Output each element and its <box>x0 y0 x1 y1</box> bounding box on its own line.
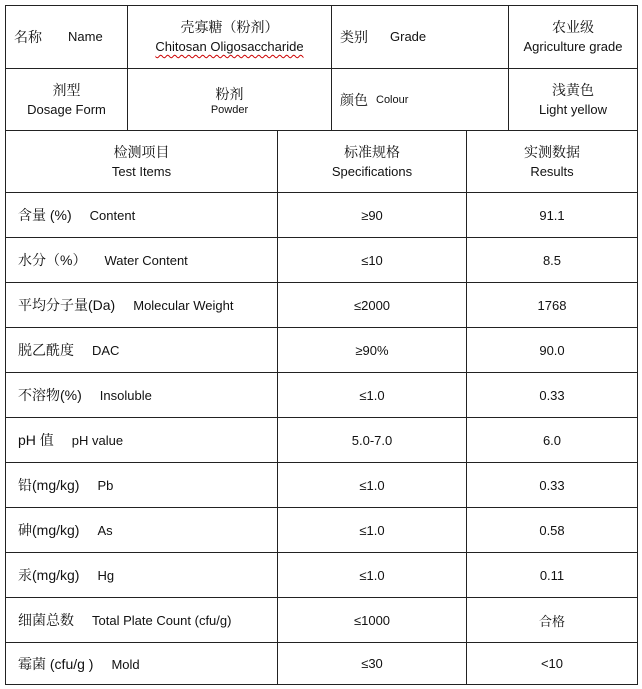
table-row-spec-cell <box>277 597 467 643</box>
product-name-cn: 壳寡糖（粉剂） <box>180 19 279 35</box>
dosage-label-cell <box>5 68 128 131</box>
test-item <box>18 654 140 674</box>
table-row-item-cell <box>5 282 278 328</box>
test-item-en: Pb <box>97 478 114 493</box>
specification-value: ≤30 <box>361 656 383 671</box>
test-item-cn: 平均分子量(Da) <box>18 297 116 313</box>
table-row-result-cell <box>466 192 638 238</box>
table-row-result-cell <box>466 462 638 508</box>
column-header-specifications <box>277 130 467 193</box>
dosage-label-cn: 剂型 <box>52 81 81 98</box>
colour-value-en: Light yellow <box>539 101 607 117</box>
test-item <box>18 475 113 495</box>
specification-value: ≤1.0 <box>359 522 385 538</box>
test-item <box>18 520 113 540</box>
result-value: 8.5 <box>542 252 562 268</box>
result-value: 1768 <box>537 297 567 313</box>
grade-value-en: Agriculture grade <box>523 39 623 54</box>
specification-value: ≤1.0 <box>359 477 385 493</box>
test-item <box>18 385 152 405</box>
table-row-spec-cell <box>277 327 467 373</box>
table-row-item-cell <box>5 327 278 373</box>
dosage-label-en: Dosage Form <box>27 101 106 117</box>
test-item-en: Insoluble <box>99 388 152 403</box>
table-row-result-cell <box>466 237 638 283</box>
test-item <box>18 250 188 270</box>
result-value: 6.0 <box>542 432 562 448</box>
test-item <box>18 430 123 450</box>
column-header-en: Results <box>530 163 574 179</box>
grade-label-cn: 类别 <box>340 29 368 45</box>
test-item-cn: 汞(mg/kg) <box>18 567 80 583</box>
grade-label-en: Grade <box>390 29 427 44</box>
test-item <box>18 340 119 360</box>
table-row-result-cell <box>466 372 638 418</box>
test-item-en: As <box>97 523 113 538</box>
table-row-item-cell <box>5 237 278 283</box>
dosage-value-cell <box>127 68 332 131</box>
test-item-cn: 霉菌 (cfu/g ) <box>18 655 94 672</box>
test-item <box>18 565 114 585</box>
test-item-en: Total Plate Count (cfu/g) <box>92 613 232 628</box>
name-label-en: Name <box>68 29 103 44</box>
test-item-cn: 水分（%） <box>18 252 87 268</box>
table-row-spec-cell <box>277 192 467 238</box>
test-item-en: Hg <box>97 568 115 583</box>
table-row-spec-cell <box>277 642 467 685</box>
table-row-spec-cell <box>277 372 467 418</box>
result-value: 91.1 <box>539 207 565 223</box>
table-row-item-cell <box>5 372 278 418</box>
dosage-value-en: Powder <box>210 103 249 116</box>
specification-value: ≥90% <box>355 342 389 358</box>
test-item-cn: 含量 (%) <box>18 207 72 223</box>
table-row-result-cell <box>466 642 638 685</box>
column-header-results <box>466 130 638 193</box>
table-row-item-cell <box>5 597 278 643</box>
grade-value-cell <box>508 5 638 69</box>
specification-value: ≤1000 <box>353 612 391 628</box>
table-row-item-cell <box>5 642 278 685</box>
result-value: 0.33 <box>539 477 565 493</box>
grade-value-cn: 农业级 <box>552 19 594 35</box>
result-value: 90.0 <box>539 342 565 358</box>
test-item <box>18 205 135 225</box>
table-row-result-cell <box>466 552 638 598</box>
colour-value-cn: 浅黄色 <box>552 81 594 98</box>
test-item <box>18 295 233 315</box>
column-header-cn: 检测项目 <box>113 143 170 160</box>
column-header-test-items <box>5 130 278 193</box>
table-row-spec-cell <box>277 282 467 328</box>
result-value: 0.33 <box>539 387 565 403</box>
table-row-spec-cell <box>277 507 467 553</box>
test-item-en: pH value <box>71 433 124 448</box>
result-value: <10 <box>540 656 564 671</box>
test-item-en: Water Content <box>104 253 188 268</box>
name-label-cell <box>5 5 128 69</box>
test-item-cn: 细菌总数 <box>18 612 74 628</box>
table-row-item-cell <box>5 192 278 238</box>
specification-value: ≤10 <box>361 252 383 268</box>
specification-value: ≤2000 <box>353 297 391 313</box>
name-label-cn: 名称 <box>14 29 42 45</box>
table-row-spec-cell <box>277 417 467 463</box>
colour-label-en: Colour <box>376 93 409 106</box>
table-row-spec-cell <box>277 552 467 598</box>
table-row-item-cell <box>5 552 278 598</box>
product-name-en: Chitosan Oligosaccharide <box>155 39 304 54</box>
specification-value: ≥90 <box>361 207 383 223</box>
test-item-en: Molecular Weight <box>133 298 234 313</box>
dosage-value-cn: 粉剂 <box>215 85 244 102</box>
test-item-cn: 铅(mg/kg) <box>18 477 80 493</box>
table-row-item-cell <box>5 462 278 508</box>
column-header-cn: 标准规格 <box>344 143 400 160</box>
table-row-result-cell <box>466 282 638 328</box>
colour-value-cell <box>508 68 638 131</box>
table-row-spec-cell <box>277 237 467 283</box>
table-row-result-cell <box>466 327 638 373</box>
test-item <box>18 610 231 630</box>
table-row-item-cell <box>5 507 278 553</box>
colour-label-cn: 颜色 <box>340 91 368 108</box>
grade-label-cell <box>331 5 509 69</box>
test-item-en: Content <box>89 208 136 223</box>
table-row-result-cell <box>466 417 638 463</box>
specification-value: 5.0-7.0 <box>351 432 393 448</box>
specification-value: ≤1.0 <box>359 387 385 403</box>
test-item-cn: 脱乙酰度 <box>18 342 74 358</box>
column-header-en: Test Items <box>111 163 172 179</box>
test-item-cn: 不溶物(%) <box>18 387 82 403</box>
test-item-en: DAC <box>92 343 120 358</box>
table-row-spec-cell <box>277 462 467 508</box>
table-row-result-cell <box>466 507 638 553</box>
column-header-cn: 实测数据 <box>524 143 580 160</box>
result-value: 合格 <box>538 613 565 629</box>
table-row-item-cell <box>5 417 278 463</box>
specification-value: ≤1.0 <box>359 567 385 583</box>
colour-label-cell <box>331 68 509 131</box>
test-item-cn: pH 值 <box>18 432 54 448</box>
test-item-en: Mold <box>111 656 140 672</box>
table-row-result-cell <box>466 597 638 643</box>
result-value: 0.11 <box>539 567 565 583</box>
column-header-en: Specifications <box>331 163 413 179</box>
result-value: 0.58 <box>539 522 565 538</box>
product-name-cell <box>127 5 332 69</box>
test-item-cn: 砷(mg/kg) <box>18 522 80 538</box>
